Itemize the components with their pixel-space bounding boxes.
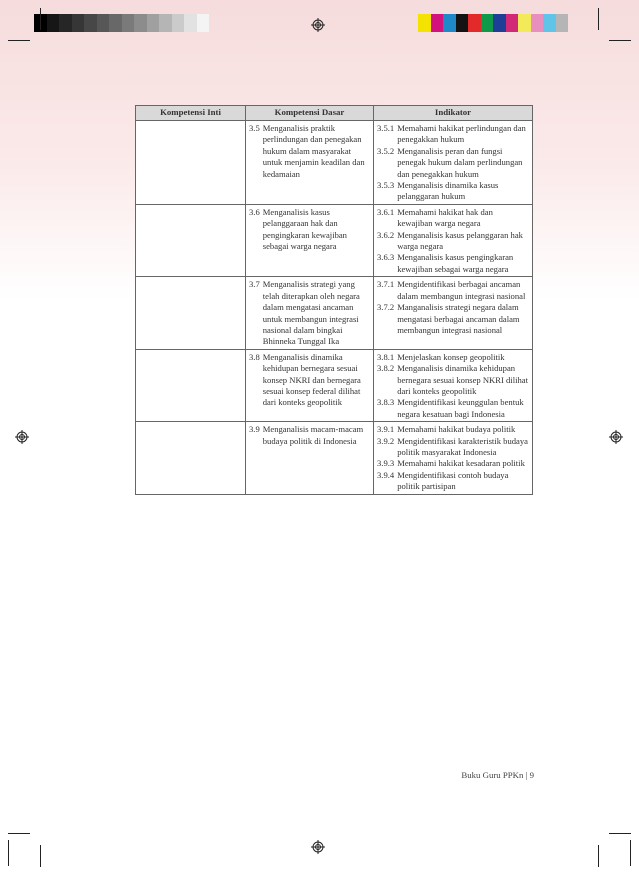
indicator-text: Memahami hakikat budaya politik (397, 424, 516, 435)
color-swatch (84, 14, 97, 32)
kd-text: Menganalisis macam-macam budaya politik di Indonesia (262, 424, 364, 446)
kd-text: Menganalisis dinamika kehidupan bernegara sesuai konsep NKRI dan bernegara sesuai konsep federal dilihat dari konteks geopolitik (262, 351, 361, 408)
indicator-number: 3.7.1 (377, 279, 395, 290)
color-swatch (147, 14, 160, 32)
indikator-cell (374, 422, 533, 494)
indicator-number: 3.8.3 (377, 397, 395, 408)
indicator-text: Manganalisis strategi negara dalam mengatasi berbagai ancaman dalam membangun integrasi nasional (397, 302, 520, 335)
indicator-number: 3.9.3 (377, 458, 395, 469)
indicator-number: 3.9.2 (377, 435, 395, 446)
color-swatch (122, 14, 135, 32)
kompetensi-dasar-cell (246, 349, 374, 421)
indicator-item (377, 230, 529, 253)
color-swatch (59, 14, 72, 32)
color-swatch (418, 14, 431, 32)
color-swatch (134, 14, 147, 32)
kd-number: 3.7 (249, 279, 260, 290)
table-row (136, 121, 533, 205)
indicator-text: Menganalisis dinamika kasus pelanggaran hukum (397, 180, 499, 202)
indicator-item (377, 146, 529, 180)
indicator-item (377, 180, 529, 203)
kompetensi-inti-cell (136, 422, 246, 494)
indicator-text: Menjelaskan konsep geopolitik (397, 351, 505, 362)
color-swatch (159, 14, 172, 32)
indicator-number: 3.8.2 (377, 363, 395, 374)
indikator-cell (374, 277, 533, 349)
indicator-item (377, 424, 529, 435)
indicator-item (377, 123, 529, 146)
table-row (136, 422, 533, 494)
indicator-number: 3.5.1 (377, 123, 395, 133)
color-swatch (556, 14, 569, 32)
kd-text: Menganalisis praktik perlindungan dan penegakan hukum dalam masyarakat untuk menjamin keadilan dan kedamaian (262, 123, 365, 179)
kd-item (249, 207, 370, 253)
indicator-text: Mengidentifikasi keunggulan bentuk negara kesatuan bagi Indonesia (397, 397, 524, 419)
kd-item (249, 352, 370, 409)
table-header-row (136, 106, 533, 121)
color-swatch (443, 14, 456, 32)
header-kompetensi-inti: Kompetensi Inti (136, 106, 246, 121)
indicator-item (377, 252, 529, 275)
kd-text: Menganalisis strategi yang telah diterapkan oleh negara dalam mengatasi ancaman untuk membangun integrasi nasional dalam bingkai Bhinneka Tunggal Ika (262, 279, 360, 347)
kompetensi-dasar-cell (246, 121, 374, 205)
kd-number: 3.9 (249, 424, 260, 435)
registration-mark-icon (15, 430, 29, 444)
indicator-item (377, 436, 529, 459)
indicator-item (377, 397, 529, 420)
indicator-number: 3.7.2 (377, 302, 395, 313)
kd-number: 3.6 (249, 206, 260, 217)
indicator-number: 3.9.1 (377, 424, 395, 435)
indicator-text: Mengidentifikasi contoh budaya politik partisipan (397, 469, 509, 492)
kd-text: Menganalisis kasus pelanggaraan hak dan pengingkaran kewajiban sebagai warga negara (262, 206, 347, 252)
table-row (136, 349, 533, 421)
kompetensi-inti-cell (136, 204, 246, 276)
kd-item (249, 424, 370, 447)
indicator-text: Menganalisis peran dan fungsi penegak hukum dalam perlindungan dan penegakkan hukum (397, 145, 523, 179)
indikator-cell (374, 204, 533, 276)
indicator-item (377, 363, 529, 397)
indicator-number: 3.6.1 (377, 206, 395, 217)
kompetensi-dasar-cell (246, 422, 374, 494)
color-swatch (431, 14, 444, 32)
indicator-text: Menganalisis dinamika kehidupan bernegara sesuai konsep NKRI dilihat dari konteks geopolitik (397, 363, 528, 396)
kompetensi-inti-cell (136, 277, 246, 349)
color-swatch (543, 14, 556, 32)
color-swatch (518, 14, 531, 32)
registration-mark-icon (609, 430, 623, 444)
indicator-number: 3.5.2 (377, 145, 395, 156)
kd-item (249, 123, 370, 180)
kd-number: 3.5 (249, 123, 260, 133)
indicator-text: Memahami hakikat perlindungan dan penegakkan hukum (397, 123, 526, 145)
color-swatch (184, 14, 197, 32)
indicator-item (377, 207, 529, 230)
registration-mark-icon (311, 840, 325, 854)
indicator-number: 3.8.1 (377, 351, 395, 362)
table-row (136, 204, 533, 276)
indicator-text: Mengidentifikasi berbagai ancaman dalam membangun integrasi nasional (397, 279, 526, 301)
indicator-item (377, 302, 529, 336)
table-row (136, 277, 533, 349)
indicator-number: 3.9.4 (377, 469, 395, 480)
indikator-cell (374, 349, 533, 421)
grayscale-calibration-bar (34, 14, 209, 32)
color-swatch (197, 14, 210, 32)
page-footer: Buku Guru PPKn | 9 (461, 770, 534, 780)
indicator-text: Memahami hakikat kesadaran politik (397, 458, 525, 469)
indicator-number: 3.6.2 (377, 229, 395, 240)
color-swatch (97, 14, 110, 32)
kd-item (249, 279, 370, 347)
header-indikator: Indikator (374, 106, 533, 121)
color-swatch (72, 14, 85, 32)
indicator-item (377, 352, 529, 363)
color-swatch (172, 14, 185, 32)
indicator-text: Mengidentifikasi karakteristik budaya politik masyarakat Indonesia (397, 435, 528, 457)
color-swatch (493, 14, 506, 32)
indikator-cell (374, 121, 533, 205)
color-swatch (531, 14, 544, 32)
indicator-number: 3.5.3 (377, 180, 395, 191)
registration-mark-icon (311, 18, 325, 32)
color-swatch (506, 14, 519, 32)
competency-table (135, 105, 533, 495)
color-swatch (47, 14, 60, 32)
indicator-item (377, 470, 529, 493)
kompetensi-inti-cell (136, 121, 246, 205)
kompetensi-dasar-cell (246, 277, 374, 349)
color-swatch (109, 14, 122, 32)
header-kompetensi-dasar: Kompetensi Dasar (246, 106, 374, 121)
indicator-item (377, 279, 529, 302)
indicator-text: Menganalisis kasus pengingkaran kewajiban sebagai warga negara (397, 252, 514, 274)
color-swatch (481, 14, 494, 32)
indicator-item (377, 458, 529, 469)
color-swatch (456, 14, 469, 32)
color-calibration-bar (418, 14, 568, 32)
indicator-text: Memahami hakikat hak dan kewajiban warga negara (397, 206, 493, 229)
indicator-text: Menganalisis kasus pelanggaran hak warga negara (397, 229, 523, 252)
kd-number: 3.8 (249, 351, 260, 362)
color-swatch (468, 14, 481, 32)
kompetensi-dasar-cell (246, 204, 374, 276)
kompetensi-inti-cell (136, 349, 246, 421)
indicator-number: 3.6.3 (377, 252, 395, 263)
